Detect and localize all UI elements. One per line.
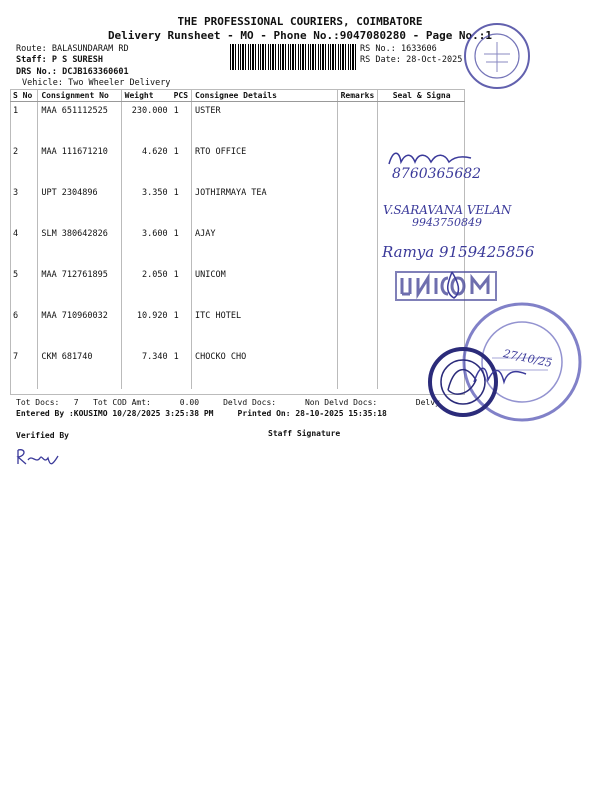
route-line	[16, 44, 129, 54]
table-row	[10, 102, 465, 144]
row-remarks	[337, 266, 378, 307]
row-consignment: CKM 681740	[38, 348, 121, 389]
col-seal: Seal & Signa	[378, 89, 465, 102]
col-sno: S No	[10, 89, 38, 102]
vehicle-value: Two Wheeler Delivery	[68, 78, 171, 88]
col-remarks: Remarks	[337, 89, 378, 102]
signature-row3-name: V.SARAVANA VELAN	[383, 203, 512, 217]
row-pcs: 1	[173, 188, 179, 198]
col-weight: Weight	[121, 89, 170, 102]
row-consignee: CHOCKO CHO	[192, 348, 338, 389]
entered-by-line: Entered By :KOUSIMO 10/28/2025 3:25:38 PM Printed On: 28-10-2025 15:35:18	[16, 409, 387, 418]
drs-line	[16, 67, 129, 77]
row-consignee: UNICOM	[192, 266, 338, 307]
signature-row3-phone: 9943750849	[412, 216, 482, 229]
row-consignment: UPT 2304896	[38, 184, 121, 225]
row-sno: 4	[13, 229, 19, 239]
row-weight: 3.600	[121, 225, 170, 266]
rs-date-line	[360, 55, 462, 65]
row-pcs: 1	[173, 352, 179, 362]
runsheet-subtitle: Delivery Runsheet - MO - Phone No.:9047080280 - Page No.:1	[107, 29, 493, 42]
row-pcs: 1	[173, 106, 179, 116]
row-consignment: MAA 710960032	[38, 307, 121, 348]
row-consignee: ITC HOTEL	[192, 307, 338, 348]
row-consignee: JOTHIRMAYA TEA	[192, 184, 338, 225]
col-pcs: PCS	[171, 89, 192, 102]
barcode	[230, 44, 356, 70]
drs-value: DCJB163360601	[62, 67, 129, 77]
row-consignment: SLM 380642826	[38, 225, 121, 266]
row-remarks	[337, 102, 378, 144]
courier-seal-stamp-icon	[456, 14, 538, 92]
rs-no-label: RS No.:	[360, 44, 396, 54]
row-remarks	[337, 348, 378, 389]
row-consignee: AJAY	[192, 225, 338, 266]
row-pcs: 1	[173, 270, 179, 280]
row7-signature-scribble	[470, 360, 530, 388]
row-sno: 7	[13, 352, 19, 362]
row-weight: 2.050	[121, 266, 170, 307]
route-value: BALASUNDARAM RD	[51, 44, 129, 54]
company-title: THE PROFESSIONAL COURIERS, COIMBATORE	[177, 15, 423, 28]
row-sno: 6	[13, 311, 19, 321]
row-sno: 5	[13, 270, 19, 280]
totals-line: Tot Docs: 7 Tot COD Amt: 0.00 Delvd Docs: Non Delvd Docs: Delvy	[16, 398, 440, 407]
route-label: Route:	[16, 44, 47, 54]
vehicle-line	[22, 78, 170, 88]
row-pcs: 1	[173, 229, 179, 239]
row-seal	[378, 102, 465, 144]
row-sno: 3	[13, 188, 19, 198]
col-consignee: Consignee Details	[192, 89, 338, 102]
row-consignment: MAA 111671210	[38, 143, 121, 184]
row-weight: 230.000	[121, 102, 170, 144]
rs-no-value: 1633606	[400, 44, 437, 54]
row-sno: 1	[13, 106, 19, 116]
stamp-date: 27/10/25	[502, 347, 554, 370]
rs-date-value: 28-Oct-2025	[406, 55, 463, 65]
row-remarks	[337, 225, 378, 266]
runsheet-table	[10, 89, 465, 389]
table-row	[10, 348, 465, 389]
row-remarks	[337, 184, 378, 225]
col-consignment: Consignment No	[38, 89, 121, 102]
row-consignee: RTO OFFICE	[192, 143, 338, 184]
staff-line	[16, 55, 103, 65]
row-weight: 3.350	[121, 184, 170, 225]
row-weight: 7.340	[121, 348, 170, 389]
row-remarks	[337, 307, 378, 348]
drs-label: DRS No.:	[16, 67, 57, 77]
staff-value: P S SURESH	[51, 55, 104, 65]
vehicle-label: Vehicle:	[22, 78, 63, 88]
signature-row2-phone: 8760365682	[392, 166, 482, 182]
row-weight: 10.920	[121, 307, 170, 348]
row-consignment: MAA 712761895	[38, 266, 121, 307]
row-pcs: 1	[173, 147, 179, 157]
rs-date-label: RS Date:	[360, 55, 401, 65]
row-sno: 2	[13, 147, 19, 157]
verifier-signature-scribble	[14, 446, 62, 468]
signature-row4: Ramya 9159425856	[382, 243, 535, 261]
row-weight: 4.620	[121, 143, 170, 184]
row-consignee: USTER	[192, 102, 338, 144]
rs-no-line	[360, 44, 437, 54]
verified-by-label: Verified By	[16, 431, 69, 440]
table-row	[10, 307, 465, 348]
row-pcs: 1	[173, 311, 179, 321]
staff-label: Staff:	[16, 55, 47, 65]
row-consignment: MAA 651112525	[38, 102, 121, 144]
row-remarks	[337, 143, 378, 184]
table-header-row	[10, 89, 465, 102]
staff-signature-label: Staff Signature	[268, 429, 341, 438]
